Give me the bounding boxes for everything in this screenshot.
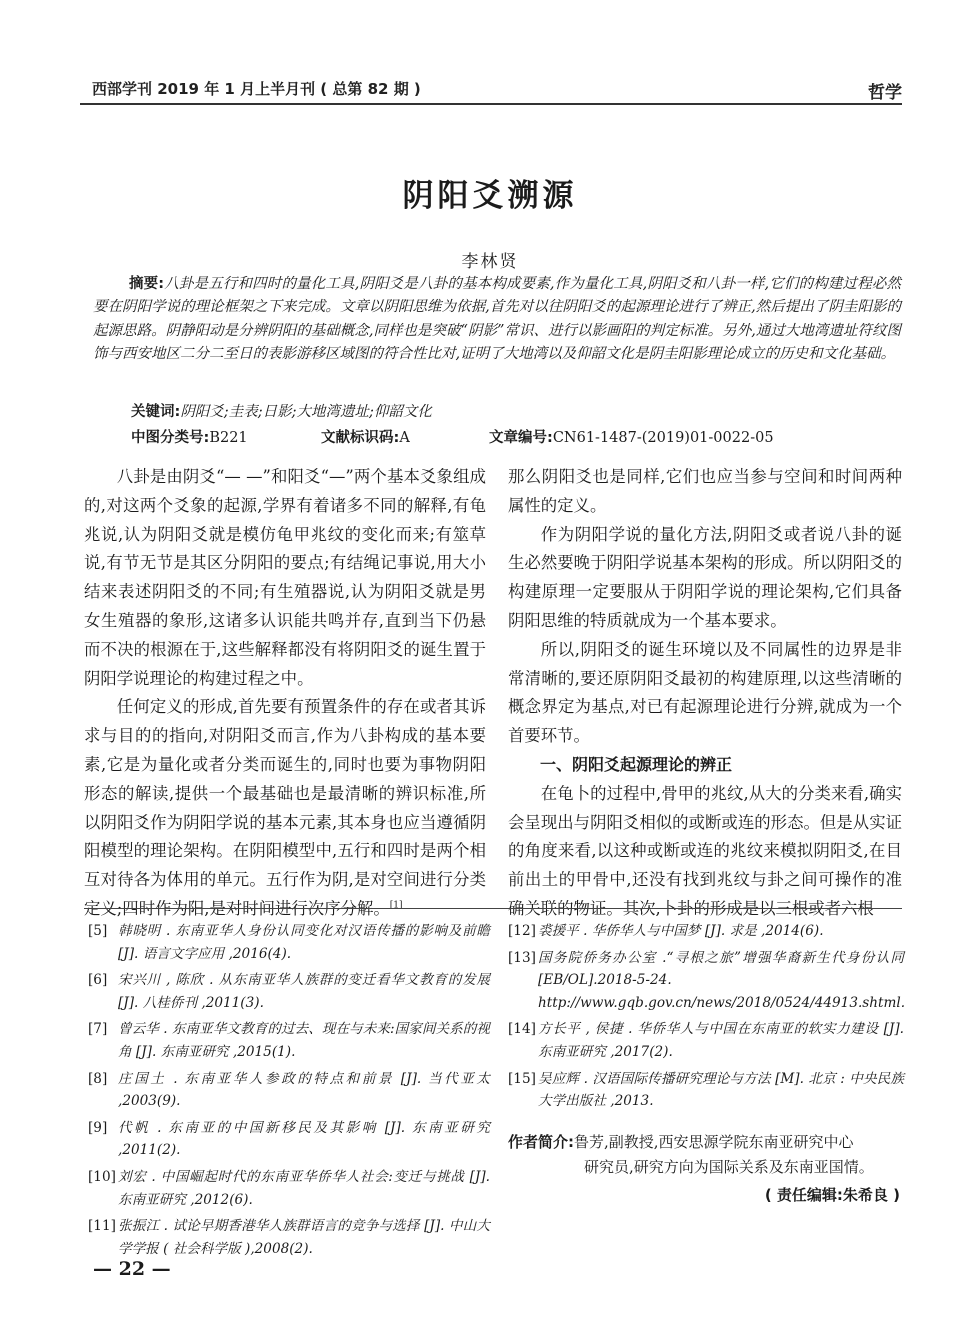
- reference-number: [13]: [508, 949, 536, 966]
- reference-number: [11]: [88, 1218, 116, 1235]
- reference-text: 庄国土 . 东南亚华人参政的特点和前景 [J]. 当代亚太 ,2003(9).: [118, 1070, 490, 1110]
- reference-item: [88, 1068, 490, 1113]
- body-paragraph: 所以,阴阳爻的诞生环境以及不同属性的边界是非常清晰的,要还原阴阳爻最初的构建原理,以这些清晰的概念界定为基点,对已有起源理论进行分辨,就成为一个首要环节。: [508, 639, 902, 746]
- reference-item: [508, 1068, 904, 1113]
- reference-item: [88, 969, 490, 1014]
- article-no-info: [489, 426, 774, 447]
- article-no-value: CN61-1487-(2019)01-0022-05: [552, 430, 774, 446]
- reference-number: [7]: [88, 1021, 108, 1038]
- article-no-label: 文章编号:: [489, 430, 553, 446]
- reference-item: [88, 920, 490, 965]
- body-paragraph: 作为阴阳学说的量化方法,阴阳爻或者说八卦的诞生必然要晚于阴阳学说基本架构的形成。所以阴阳爻的构建原理一定要服从于阴阳学说的理论架构,它们具备阴阳思维的特质就成为一个基本要求。: [508, 524, 902, 630]
- references-rule: [84, 908, 902, 909]
- reference-number: [9]: [88, 1119, 108, 1136]
- reference-text: 宋兴川 , 陈欣 . 从东南亚华人族群的变迁看华文教育的发展 [J]. 八桂侨刊 ,2011(3).: [118, 972, 490, 1011]
- reference-item: [88, 1117, 490, 1162]
- body-paragraph: 八卦是由阴爻“— —”和阳爻“—”两个基本爻象组成的,对这两个爻象的起源,学界有着诸多不同的解释,有龟兆说,认为阴阳爻就是模仿龟甲兆纹的变化而来;有筮草说,有节无节是其区分阴阳的要点;有结绳记事说,用大小结来表述阴阳爻的不同;有生殖器说,认为阴阳爻就是男女生殖器的象形,这诸多认识能共鸣并存,直到当下仍悬而不决的根源在于,这些解释都没有将阴阳爻的诞生置于阴阳学说理论的构建过程之中。: [84, 467, 486, 688]
- journal-issue: 西部学刊 2019 年 1 月上半月刊 ( 总第 82 期 ): [92, 80, 421, 98]
- references-left: [88, 920, 490, 1264]
- abstract-text: 八卦是五行和四时的量化工具,阴阳爻是八卦的基本构成要素,作为量化工具,阴阳爻和八卦一样,它们的构建过程必然要在阴阳学说的理论框架之下来完成。文章以阴阳思维为依据,首先对以往阴阳爻的起源理论进行了辨正,然后提出了阴圭阳影的起源思路。阴静阳动是分辨阴阳的基础概念,同样也是突破“阴影”常识、进行以影画阳的判定标准。另外,通过大地湾遗址符纹图饰与西安地区二分二至日的表影游移区域图的符合性比对,证明了大地湾以及仰韶文化是阴圭阳影理论成立的历史和文化基础。: [93, 276, 901, 362]
- reference-number: [8]: [88, 1070, 108, 1087]
- reference-item: [88, 1018, 490, 1063]
- reference-item: [508, 1018, 904, 1063]
- clc-info: [131, 426, 248, 447]
- author-bio-first-line: [508, 1130, 904, 1155]
- reference-item: [508, 920, 904, 943]
- article-author: 李林贤: [461, 252, 519, 272]
- reference-text: 代帆 . 东南亚的中国新移民及其影响 [J]. 东南亚研究 ,2011(2).: [118, 1119, 490, 1159]
- doc-code-value: A: [399, 430, 410, 446]
- clc-label: 中图分类号:: [131, 430, 210, 446]
- reference-text: 方长平 , 侯捷 . 华侨华人与中国在东南亚的软实力建设 [J]. 东南亚研究 ,2017(2).: [538, 1021, 904, 1060]
- body-column-left: [84, 463, 486, 924]
- keywords-label: 关键词:: [131, 404, 181, 420]
- reference-number: [12]: [508, 923, 536, 939]
- reference-number: [5]: [88, 923, 108, 939]
- keywords-text: 阴阳爻;圭表;日影;大地湾遗址;仰韶文化: [180, 404, 432, 420]
- author-bio-text: 鲁芳,副教授,西安思源学院东南亚研究中心: [574, 1133, 854, 1151]
- reference-item: [88, 1166, 490, 1211]
- author-bio-second-line: 研究员,研究方向为国际关系及东南亚国情。: [584, 1158, 874, 1176]
- reference-item: [508, 947, 904, 1015]
- reference-text: 韩晓明 . 东南亚华人身份认同变化对汉语传播的影响及前瞻 [J]. 语言文字应用 ,2016(4).: [118, 923, 490, 962]
- reference-text: 刘宏 . 中国崛起时代的东南亚华侨华人社会:变迁与挑战 [J]. 东南亚研究 ,2012(6).: [118, 1168, 490, 1208]
- reference-text: 吴应辉 . 汉语国际传播研究理论与方法 [M]. 北京 : 中央民族大学出版社 ,2013.: [538, 1070, 904, 1110]
- section-name: 哲学: [868, 83, 902, 103]
- reference-text: 曾云华 . 东南亚华文教育的过去、现在与未来:国家间关系的视角 [J]. 东南亚研究 ,2015(1).: [118, 1021, 490, 1060]
- reference-item: [88, 1215, 490, 1260]
- author-bio-label: 作者简介:: [508, 1133, 574, 1151]
- abstract: [93, 273, 901, 366]
- references-right: [508, 920, 904, 1117]
- author-bio: [508, 1130, 904, 1180]
- reference-text: 国务院侨务办公室 .“寻根之旅”增强华裔新生代身份认同 [EB/OL].2018-5-24. http://www.gqb.gov.cn/news/2018/0524/44913.shtml.: [538, 949, 906, 1011]
- running-header: [92, 76, 902, 102]
- section-heading: 一、阴阳爻起源理论的辨正: [540, 754, 733, 774]
- clc-value: B221: [209, 430, 248, 446]
- citation-mark: [1]: [389, 900, 403, 911]
- classification-line: [131, 426, 831, 446]
- reference-number: [10]: [88, 1168, 116, 1185]
- abstract-label: 摘要:: [129, 276, 165, 292]
- body-paragraph: 那么阴阳爻也是同样,它们也应当参与空间和时间两种属性的定义。: [508, 467, 902, 515]
- body-paragraph-text: 任何定义的形成,首先要有预置条件的存在或者其诉求与目的的指向,对阴阳爻而言,作为八卦构成的基本要素,它是为量化或者分类而诞生的,同时也要为事物阴阳形态的解读,提供一个最基础也是最清晰的辨识标准,所以阴阳爻作为阴阳学说的基本元素,其本身也应当遵循阴阳模型的理论架构。在阴阳模型中,五行和四时是两个相互对待各为体用的单元。五行作为阴,是对空间进行分类定义;四时作为阳,是对时间进行次序分解。: [84, 697, 486, 918]
- doc-code-info: [321, 426, 410, 447]
- reference-number: [14]: [508, 1021, 536, 1038]
- page-number: — 22 —: [93, 1258, 171, 1280]
- keywords: [131, 400, 432, 421]
- header-rule: [80, 103, 902, 105]
- body-paragraph: 在龟卜的过程中,骨甲的兆纹,从大的分类来看,确实会呈现出与阴阳爻相似的或断或连的形态。但是从实证的角度来看,以这种或断或连的兆纹来模拟阴阳爻,在目前出土的甲骨中,还没有找到兆纹与卦之间可操作的准确关联的物证。其次,卜卦的形成是以三根或者六根: [508, 783, 902, 918]
- article-title: 阴阳爻溯源: [402, 178, 578, 214]
- doc-code-label: 文献标识码:: [321, 430, 400, 446]
- responsible-editor: ( 责任编辑:朱希良 ): [764, 1186, 900, 1204]
- reference-number: [6]: [88, 972, 108, 989]
- reference-text: 裘援平 . 华侨华人与中国梦 [J]. 求是 ,2014(6).: [538, 923, 824, 939]
- reference-text: 张振江 . 试论早期香港华人族群语言的竞争与选择 [J]. 中山大学学报 ( 社会科学版 ),2008(2).: [118, 1218, 490, 1257]
- body-column-right: [508, 463, 902, 924]
- reference-number: [15]: [508, 1070, 536, 1087]
- body-paragraph: [84, 693, 486, 923]
